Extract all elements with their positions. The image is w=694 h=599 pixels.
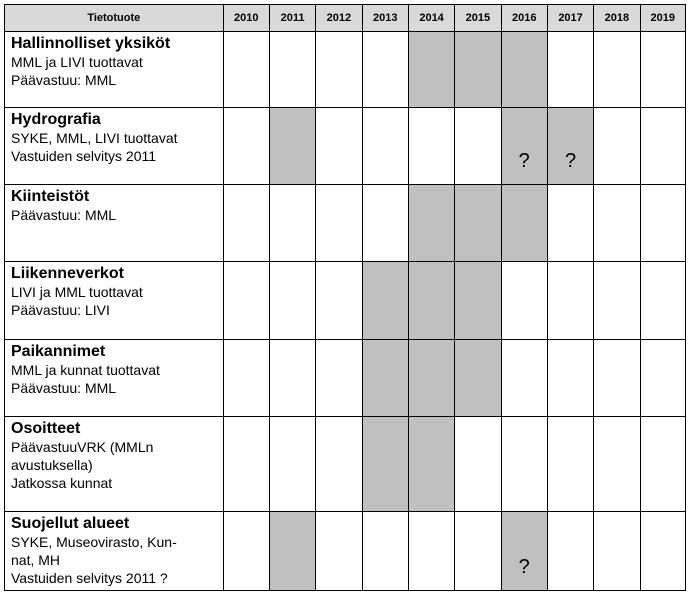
year-cell (640, 108, 685, 185)
year-cell (594, 512, 640, 591)
product-cell (5, 262, 224, 340)
header-year: 2017 (547, 5, 593, 32)
year-cell (547, 512, 593, 591)
header-product: Tietotuote (5, 5, 224, 32)
year-cell (223, 262, 269, 340)
product-cell (5, 512, 224, 591)
header-year: 2013 (362, 5, 408, 32)
year-cell (223, 185, 269, 262)
uncertain-mark: ? (564, 150, 577, 172)
product-detail: Vastuiden selvitys 2011 (11, 148, 157, 164)
header-year: 2015 (455, 5, 501, 32)
product-name: Suojellut alueet (11, 515, 130, 532)
product-detail: nat, MH (11, 552, 61, 568)
year-cell (594, 108, 640, 185)
year-cell-active (547, 108, 593, 185)
year-cell (640, 417, 685, 512)
year-cell (362, 185, 408, 262)
product-row (5, 340, 686, 417)
year-cell-active (269, 108, 315, 185)
year-cell (640, 340, 685, 417)
product-row (5, 32, 686, 108)
year-cell-active (501, 185, 547, 262)
year-cell (501, 417, 547, 512)
year-cell-active (501, 512, 547, 591)
year-cell (316, 108, 362, 185)
year-cell (408, 108, 454, 185)
year-cell (501, 340, 547, 417)
header-year: 2012 (316, 5, 362, 32)
year-cell (223, 108, 269, 185)
product-cell (5, 417, 224, 512)
product-detail: Päävastuu: MML (11, 380, 117, 396)
year-cell (408, 512, 454, 591)
year-cell (640, 512, 685, 591)
product-detail: Vastuiden selvitys 2011 ? (11, 570, 168, 586)
year-cell (594, 185, 640, 262)
year-cell-active (408, 340, 454, 417)
header-row (5, 5, 686, 32)
year-cell (501, 262, 547, 340)
year-cell-active (501, 108, 547, 185)
product-detail: Jatkossa kunnat (11, 475, 113, 491)
year-cell (547, 262, 593, 340)
year-cell (362, 32, 408, 108)
schedule-table (4, 4, 686, 591)
header-year: 2018 (594, 5, 640, 32)
product-row (5, 262, 686, 340)
product-row (5, 185, 686, 262)
product-detail: SYKE, Museovirasto, Kun- (11, 534, 177, 550)
year-cell (223, 32, 269, 108)
year-cell-active (408, 32, 454, 108)
year-cell (594, 340, 640, 417)
year-cell-active (455, 262, 501, 340)
product-name: Liikenneverkot (11, 265, 124, 282)
year-cell-active (362, 340, 408, 417)
year-cell (223, 340, 269, 417)
product-detail: PäävastuuVRK (MMLn (11, 439, 154, 455)
year-cell-active (408, 185, 454, 262)
product-detail: MML ja LIVI tuottavat (11, 54, 143, 70)
product-detail: LIVI ja MML tuottavat (11, 284, 143, 300)
year-cell (455, 108, 501, 185)
product-cell (5, 340, 224, 417)
year-cell-active (269, 512, 315, 591)
year-cell-active (455, 185, 501, 262)
product-detail: Päävastuu: LIVI (11, 302, 110, 318)
year-cell (316, 262, 362, 340)
product-name: Hydrografia (11, 111, 101, 128)
year-cell (640, 185, 685, 262)
year-cell (316, 417, 362, 512)
product-name: Kiinteistöt (11, 188, 90, 205)
year-cell (594, 32, 640, 108)
product-row (5, 417, 686, 512)
product-detail: MML ja kunnat tuottavat (11, 362, 160, 378)
year-cell (362, 108, 408, 185)
product-detail: Päävastuu: MML (11, 207, 117, 223)
header-year: 2019 (640, 5, 685, 32)
year-cell (316, 185, 362, 262)
product-detail: SYKE, MML, LIVI tuottavat (11, 130, 178, 146)
year-cell (547, 417, 593, 512)
year-cell (640, 32, 685, 108)
product-row (5, 108, 686, 185)
year-cell-active (362, 417, 408, 512)
year-cell (269, 417, 315, 512)
schedule-body (5, 32, 686, 591)
year-cell-active (408, 262, 454, 340)
year-cell (455, 417, 501, 512)
year-cell-active (455, 340, 501, 417)
year-cell (269, 185, 315, 262)
year-cell (269, 340, 315, 417)
year-cell (547, 185, 593, 262)
year-cell (455, 512, 501, 591)
year-cell (223, 512, 269, 591)
year-cell (316, 512, 362, 591)
uncertain-mark: ? (518, 150, 530, 172)
product-detail: avustuksella) (11, 457, 93, 473)
product-name: Hallinnolliset yksiköt (11, 35, 171, 52)
header-year: 2010 (223, 5, 269, 32)
product-cell (5, 32, 224, 108)
year-cell (269, 262, 315, 340)
product-cell (5, 108, 224, 185)
year-cell (223, 417, 269, 512)
year-cell (547, 32, 593, 108)
year-cell-active (362, 262, 408, 340)
header-year: 2014 (408, 5, 454, 32)
year-cell (316, 32, 362, 108)
year-cell-active (455, 32, 501, 108)
product-row (5, 512, 686, 591)
year-cell (640, 262, 685, 340)
year-cell (362, 512, 408, 591)
year-cell (547, 340, 593, 417)
uncertain-mark: ? (518, 556, 530, 578)
product-cell (5, 185, 224, 262)
product-name: Paikannimet (11, 343, 106, 360)
year-cell (316, 340, 362, 417)
header-year: 2016 (501, 5, 547, 32)
year-cell (594, 262, 640, 340)
year-cell-active (408, 417, 454, 512)
product-detail: Päävastuu: MML (11, 72, 117, 88)
year-cell-active (501, 32, 547, 108)
header-year: 2011 (269, 5, 315, 32)
year-cell (269, 32, 315, 108)
product-name: Osoitteet (11, 420, 81, 437)
year-cell (594, 417, 640, 512)
